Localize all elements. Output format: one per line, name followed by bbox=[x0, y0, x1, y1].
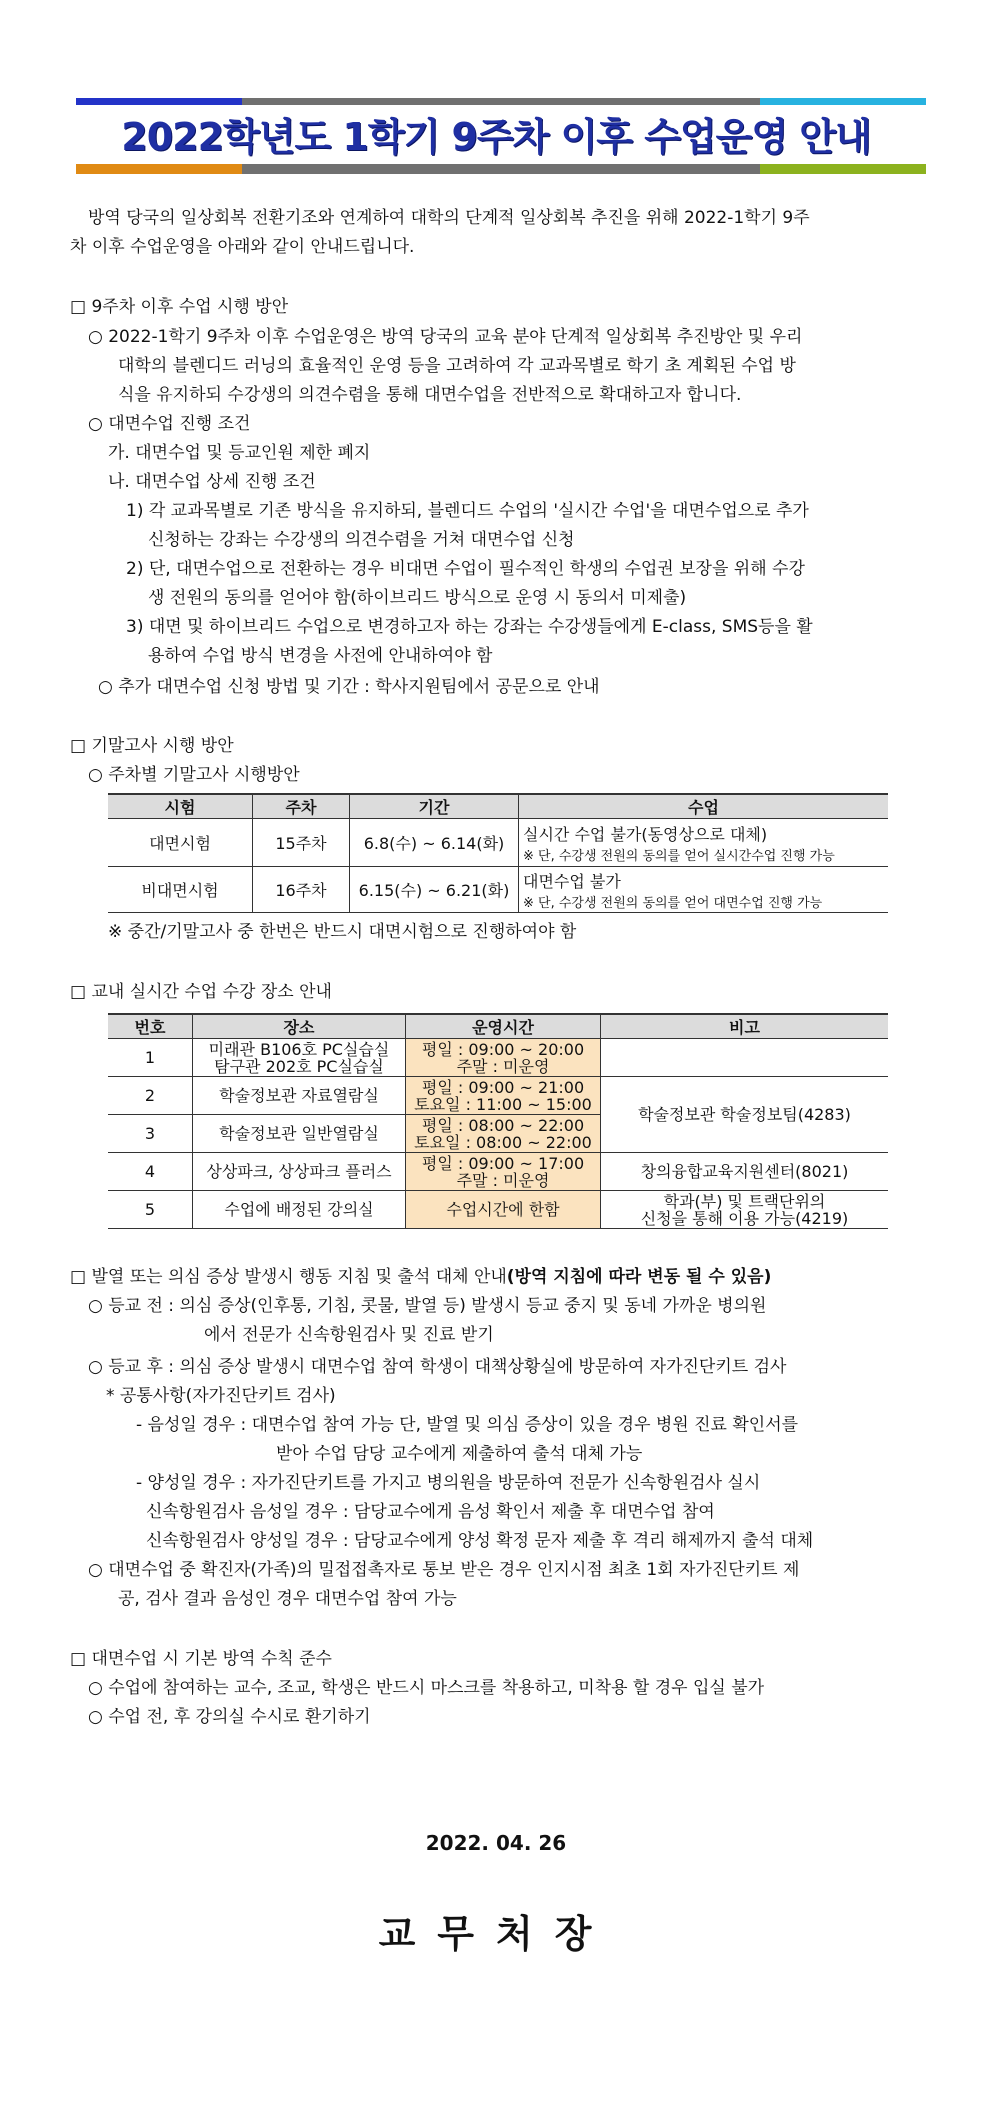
header-bottom-bar-green bbox=[760, 164, 926, 174]
place-name bbox=[193, 1039, 406, 1077]
table-row bbox=[108, 819, 888, 867]
place-col-header: 장소 bbox=[193, 1014, 406, 1039]
section-1-heading: □ 9주차 이후 수업 시행 방안 bbox=[70, 297, 289, 317]
exam-class-info bbox=[519, 867, 889, 913]
place-no: 3 bbox=[108, 1115, 193, 1153]
place-no: 1 bbox=[108, 1039, 193, 1077]
s4-contact-line-1: ○ 대면수업 중 확진자(가족)의 밀접접촉자로 통보 받은 경우 인지시점 최초 1회 자가진단키트 제 bbox=[88, 1560, 800, 1580]
place-hours-line: 토요일 : 08:00 ~ 22:00 bbox=[414, 1132, 592, 1152]
exam-period-col-header: 기간 bbox=[350, 794, 519, 819]
place-note-line: 신청을 통해 이용 가능(4219) bbox=[640, 1208, 849, 1228]
place-no: 4 bbox=[108, 1153, 193, 1191]
s1-p1-line-3: 식을 유지하되 수강생의 의견수렴을 통해 대면수업을 전반적으로 확대하고자 합니다. bbox=[118, 385, 742, 405]
place-hours-line: 평일 : 09:00 ~ 20:00 bbox=[421, 1039, 585, 1059]
exam-class-note: ※ 단, 수강생 전원의 동의를 얻어 대면수업 진행 가능 bbox=[523, 895, 823, 911]
table-row bbox=[108, 1039, 888, 1077]
s4-contact-line-2: 공, 검사 결과 음성인 경우 대면수업 참여 가능 bbox=[118, 1589, 457, 1609]
exam-period: 6.8(수) ~ 6.14(화) bbox=[350, 819, 519, 867]
exam-class-info bbox=[519, 819, 889, 867]
s4-neg-line-1: - 음성일 경우 : 대면수업 참여 가능 단, 발열 및 의심 증상이 있을 경우 병원 진료 확인서를 bbox=[136, 1415, 799, 1435]
table-row bbox=[108, 1191, 888, 1229]
header-bottom-bar-orange bbox=[76, 164, 242, 174]
place-note: 학술정보관 학술정보팀(4283) bbox=[601, 1077, 889, 1153]
study-place-table bbox=[108, 1013, 888, 1229]
s1-n3-line-1: 3) 대면 및 하이브리드 수업으로 변경하고자 하는 강좌는 수강생들에게 E-class, SMS등을 활 bbox=[126, 617, 813, 637]
page-title: 2022학년도 1학기 9주차 이후 수업운영 안내 bbox=[121, 115, 871, 159]
s4-rapid-pos: 신속항원검사 양성일 경우 : 담당교수에게 양성 확정 문자 제출 후 격리 해제까지 출석 대체 bbox=[146, 1531, 814, 1551]
section-5-heading: □ 대면수업 시 기본 방역 수칙 준수 bbox=[70, 1649, 332, 1669]
signer-title: 교무처장 bbox=[378, 1912, 614, 1956]
s4-pos: - 양성일 경우 : 자가진단키트를 가지고 병의원을 방문하여 전문가 신속항원검사 실시 bbox=[136, 1473, 761, 1493]
section-4-heading-text: □ 발열 또는 의심 증상 발생시 행동 지침 및 출석 대체 안내 bbox=[70, 1267, 507, 1287]
exam-schedule-table bbox=[108, 793, 888, 913]
exam-week: 15주차 bbox=[253, 819, 350, 867]
place-time-col-header: 운영시간 bbox=[406, 1014, 601, 1039]
section-4-heading bbox=[70, 1266, 771, 1288]
s1-n1-line-2: 신청하는 강좌는 수강생의 의견수렴을 거쳐 대면수업 신청 bbox=[148, 530, 575, 550]
place-hours bbox=[406, 1039, 601, 1077]
place-note-line: 학과(부) 및 트랙단위의 bbox=[663, 1191, 826, 1211]
exam-class-note: ※ 단, 수강생 전원의 동의를 얻어 실시간수업 진행 가능 bbox=[523, 848, 835, 864]
place-note bbox=[601, 1191, 889, 1229]
place-hours-line: 평일 : 09:00 ~ 17:00 bbox=[421, 1153, 585, 1173]
place-note: 창의융합교육지원센터(8021) bbox=[601, 1153, 889, 1191]
header-top-bar-cyan bbox=[760, 98, 926, 105]
table-row bbox=[108, 1153, 888, 1191]
table-row bbox=[108, 1077, 888, 1115]
place-hours-line: 평일 : 08:00 ~ 22:00 bbox=[421, 1115, 585, 1135]
exam-week: 16주차 bbox=[253, 867, 350, 913]
exam-col-header: 시험 bbox=[108, 794, 253, 819]
s2-sub: ○ 주차별 기말고사 시행방안 bbox=[88, 765, 300, 785]
intro-line-2: 차 이후 수업운영을 아래와 같이 안내드립니다. bbox=[70, 237, 415, 257]
place-hours bbox=[406, 1153, 601, 1191]
s4-before-line-1: ○ 등교 전 : 의심 증상(인후통, 기침, 콧물, 발열 등) 발생시 등교 중지 및 동네 가까운 병의원 bbox=[88, 1296, 767, 1316]
exam-type: 대면시험 bbox=[108, 819, 253, 867]
place-name: 학술정보관 자료열람실 bbox=[193, 1077, 406, 1115]
s1-n2-line-1: 2) 단, 대면수업으로 전환하는 경우 비대면 수업이 필수적인 학생의 수업권 보장을 위해 수강 bbox=[126, 559, 805, 579]
section-2-heading: □ 기말고사 시행 방안 bbox=[70, 736, 234, 756]
place-no: 5 bbox=[108, 1191, 193, 1229]
header-top-bar-blue bbox=[76, 98, 242, 105]
place-name: 상상파크, 상상파크 플러스 bbox=[193, 1153, 406, 1191]
s1-na: 나. 대면수업 상세 진행 조건 bbox=[108, 472, 316, 492]
s1-p3: ○ 추가 대면수업 신청 방법 및 기간 : 학사지원팀에서 공문으로 안내 bbox=[98, 677, 600, 697]
s2-note: ※ 중간/기말고사 중 한번은 반드시 대면시험으로 진행하여야 함 bbox=[108, 922, 577, 942]
place-hours-line: 주말 : 미운영 bbox=[456, 1056, 550, 1076]
section-4-heading-bold: (방역 지침에 따라 변동 될 수 있음) bbox=[506, 1267, 772, 1287]
place-name-line: 미래관 B106호 PC실습실 bbox=[208, 1039, 390, 1059]
exam-week-col-header: 주차 bbox=[253, 794, 350, 819]
place-name: 학술정보관 일반열람실 bbox=[193, 1115, 406, 1153]
s1-p1-line-2: 대학의 블렌디드 러닝의 효율적인 운영 등을 고려하여 각 교과목별로 학기 초 계획된 수업 방 bbox=[118, 356, 796, 376]
place-hours-line: 토요일 : 11:00 ~ 15:00 bbox=[414, 1094, 592, 1114]
place-name-line: 탐구관 202호 PC실습실 bbox=[214, 1056, 384, 1076]
s4-rapid-neg: 신속항원검사 음성일 경우 : 담당교수에게 음성 확인서 제출 후 대면수업 참여 bbox=[146, 1502, 715, 1522]
s1-p2: ○ 대면수업 진행 조건 bbox=[88, 414, 251, 434]
s5-line-2: ○ 수업 전, 후 강의실 수시로 환기하기 bbox=[88, 1707, 371, 1727]
s5-line-1: ○ 수업에 참여하는 교수, 조교, 학생은 반드시 마스크를 착용하고, 미착용 할 경우 입실 불가 bbox=[88, 1678, 765, 1698]
exam-class-col-header: 수업 bbox=[519, 794, 889, 819]
s1-n3-line-2: 용하여 수업 방식 변경을 사전에 안내하여야 함 bbox=[148, 646, 493, 666]
intro-line-1: 방역 당국의 일상회복 전환기조와 연계하여 대학의 단계적 일상회복 추진을 위해 2022-1학기 9주 bbox=[88, 208, 810, 228]
place-hours-line: 주말 : 미운영 bbox=[456, 1170, 550, 1190]
header-top-bar-gray bbox=[242, 98, 760, 105]
place-note bbox=[601, 1039, 889, 1077]
section-3-heading: □ 교내 실시간 수업 수강 장소 안내 bbox=[70, 982, 332, 1002]
place-note-col-header: 비고 bbox=[601, 1014, 889, 1039]
place-hours bbox=[406, 1077, 601, 1115]
s1-n2-line-2: 생 전원의 동의를 얻어야 함(하이브리드 방식으로 운영 시 동의서 미제출) bbox=[148, 588, 687, 608]
s1-n1-line-1: 1) 각 교과목별로 기존 방식을 유지하되, 블렌디드 수업의 '실시간 수업'을 대면수업으로 추가 bbox=[126, 501, 809, 521]
place-hours bbox=[406, 1115, 601, 1153]
s1-p1-line-1: ○ 2022-1학기 9주차 이후 수업운영은 방역 당국의 교육 분야 단계적 일상회복 추진방안 및 우리 bbox=[88, 327, 803, 347]
s1-ga: 가. 대면수업 및 등교인원 제한 폐지 bbox=[108, 443, 371, 463]
place-no: 2 bbox=[108, 1077, 193, 1115]
place-hours-line: 평일 : 09:00 ~ 21:00 bbox=[421, 1077, 585, 1097]
s4-before-line-2: 에서 전문가 신속항원검사 및 진료 받기 bbox=[204, 1325, 494, 1345]
exam-type: 비대면시험 bbox=[108, 867, 253, 913]
exam-period: 6.15(수) ~ 6.21(화) bbox=[350, 867, 519, 913]
place-hours: 수업시간에 한함 bbox=[406, 1191, 601, 1229]
exam-class-main: 대면수업 불가 bbox=[523, 871, 621, 891]
document-date: 2022. 04. 26 bbox=[425, 1831, 567, 1855]
place-no-col-header: 번호 bbox=[108, 1014, 193, 1039]
header-bottom-bar-gray bbox=[242, 164, 760, 174]
place-name: 수업에 배정된 강의실 bbox=[193, 1191, 406, 1229]
s4-after: ○ 등교 후 : 의심 증상 발생시 대면수업 참여 학생이 대책상황실에 방문하여 자가진단키트 검사 bbox=[88, 1357, 787, 1377]
table-row bbox=[108, 867, 888, 913]
exam-class-main: 실시간 수업 불가(동영상으로 대체) bbox=[523, 824, 768, 844]
s4-common: * 공통사항(자가진단키트 검사) bbox=[106, 1386, 336, 1406]
s4-neg-line-2: 받아 수업 담당 교수에게 제출하여 출석 대체 가능 bbox=[276, 1444, 643, 1464]
